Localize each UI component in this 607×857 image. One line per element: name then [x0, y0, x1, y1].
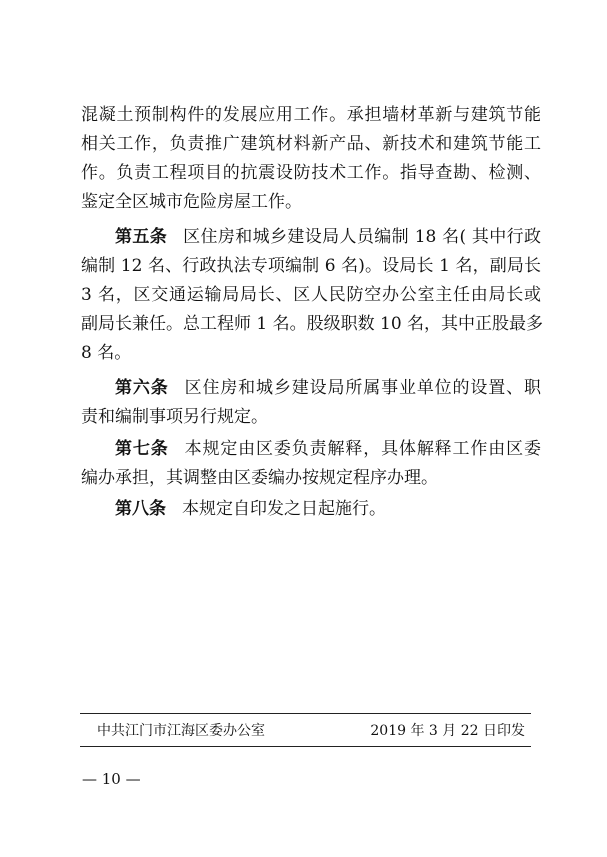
article-8-label: 第八条 — [115, 499, 166, 519]
paragraph-line: 副局长兼任。总工程师 1 名。股级职数 10 名，其中正股最多 — [81, 314, 544, 334]
issue-date: 2019 年 3 月 22 日印发 — [370, 723, 525, 739]
paragraph-line: 混凝土预制构件的发展应用工作。承担墙材革新与建筑节能 — [81, 105, 541, 125]
article-7-first-line — [115, 438, 541, 460]
article-6-label: 第六条 — [115, 378, 169, 398]
paragraph-line: 8 名。 — [81, 343, 132, 363]
paragraph-line: 责和编制事项另行规定。 — [81, 407, 268, 427]
paragraph-line: 相关工作，负责推广建筑材料新产品、新技术和建筑节能工 — [81, 134, 541, 154]
article-8-text: 本规定自印发之日起施行。 — [182, 499, 386, 519]
paragraph-line: 鉴定全区城市危险房屋工作。 — [81, 192, 302, 212]
page-number: — 10 — — [82, 770, 141, 788]
paragraph-line: 编制 12 名、行政执法专项编制 6 名)。设局长 1 名，副局长 — [81, 256, 541, 276]
article-6-first-line — [115, 377, 541, 399]
article-7-text: 本规定由区委负责解释，具体解释工作由区委 — [184, 439, 542, 459]
paragraph-line: 编办承担，其调整由区委编办按规定程序办理。 — [81, 468, 438, 488]
article-6-text: 区住房和城乡建设局所属事业单位的设置、职 — [184, 378, 542, 398]
issuer-name: 中共江门市江海区委办公室 — [97, 723, 265, 739]
article-5-first-line — [115, 226, 541, 248]
article-5-label: 第五条 — [115, 227, 168, 247]
footer-top-rule — [80, 713, 531, 714]
paragraph-line: 作。负责工程项目的抗震设防技术工作。指导查勘、检测、 — [81, 163, 541, 183]
footer-bottom-rule — [80, 746, 531, 747]
article-7-label: 第七条 — [115, 439, 169, 459]
article-8-line — [115, 498, 386, 520]
article-5-text: 区住房和城乡建设局人员编制 18 名( 其中行政 — [183, 227, 542, 247]
paragraph-line: 3 名，区交通运输局局长、区人民防空办公室主任由局长或 — [81, 285, 541, 305]
